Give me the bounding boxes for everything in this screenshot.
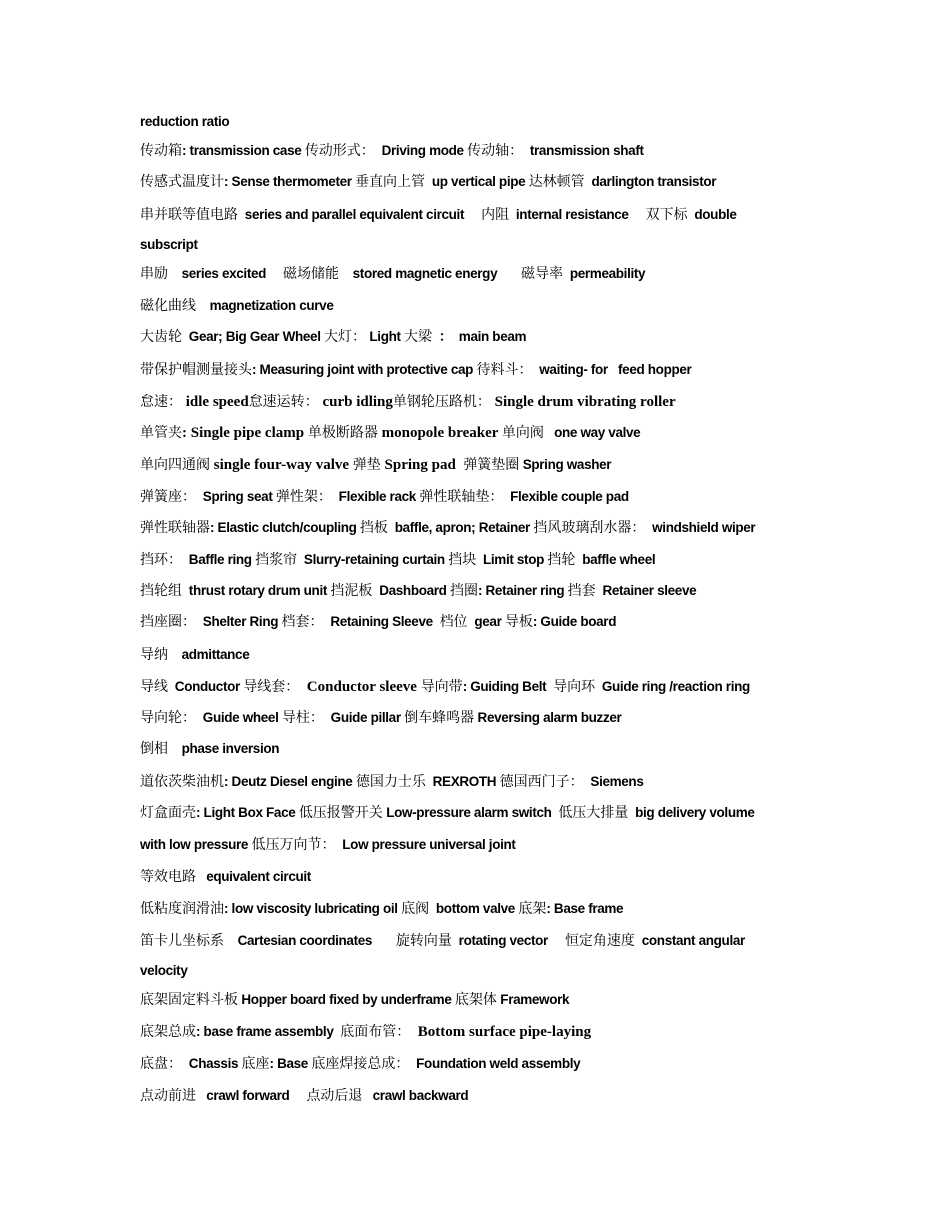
glossary-line [140,867,311,888]
english-term: Light [366,329,405,344]
chinese-term: 磁导率 [521,266,564,282]
glossary-line [140,739,279,760]
english-term: : Single pipe clamp [182,425,308,441]
chinese-term: 大灯： [324,329,366,345]
chinese-term: 磁化曲线 [140,298,196,314]
chinese-term: 德国力士乐 [355,774,426,790]
chinese-term: 底座焊接总成： [311,1056,410,1072]
glossary-line [140,296,333,317]
chinese-term: 串并联等值电路 [140,207,238,223]
english-term: Retaining Sleeve [323,614,440,629]
english-term: : base frame assembly [196,1024,341,1039]
english-term: Single drum vibrating roller [490,394,676,410]
glossary-line [140,612,616,633]
english-term: Baffle ring [182,552,256,567]
english-term: subscript [140,237,198,252]
glossary-line [140,1054,580,1075]
english-term: crawl forward [196,1088,307,1103]
chinese-term: 单钢轮压路机： [392,394,491,410]
chinese-term: 导线 [140,679,168,695]
english-term: permeability [563,266,646,281]
english-term: Siemens [583,774,644,789]
chinese-term: 单向四通阀 [140,457,210,473]
english-term: Low pressure universal joint [335,837,516,852]
chinese-term: 挡圈 [449,583,478,599]
english-term: one way valve [543,425,641,440]
english-term: curb idling [318,394,393,410]
english-term: Shelter Ring [196,614,282,629]
chinese-term: 内阻 [481,207,510,223]
chinese-term: 倒车蜂鸣器 [404,710,475,726]
chinese-term: 传动形式： [304,143,375,159]
chinese-term: 导向环 [553,679,596,695]
chinese-term: 串励 [140,266,168,282]
english-term: : transmission case [182,143,305,158]
glossary-line [140,550,655,571]
english-term: Conductor sleeve [299,679,421,695]
english-term: crawl backward [362,1088,469,1103]
chinese-term: 恒定角速度 [564,933,635,949]
glossary-line [140,961,187,982]
chinese-term: 达林顿管 [528,174,585,190]
chinese-term: 挡座圈： [140,614,196,630]
glossary-line [140,677,750,698]
english-term: constant angular [634,933,745,948]
chinese-term: 怠速运转： [248,394,319,410]
english-term: : Retainer ring [477,583,568,598]
glossary-line [140,1086,468,1107]
english-term: equivalent circuit [196,869,311,884]
english-term: Flexible couple pad [503,489,629,504]
english-term: idle speed [182,394,249,410]
english-term: : Elastic clutch/coupling [210,520,360,535]
chinese-term: 底阀 [401,901,430,917]
english-term: waiting- for feed hopper [532,362,692,377]
english-term: double [687,207,737,222]
glossary-line [140,708,621,729]
english-term: with low pressure [140,837,252,852]
chinese-term: 弹簧垫圈 [463,457,520,473]
chinese-term: 底架体 [454,992,497,1008]
english-term: big delivery volume [628,805,755,820]
english-term: gear [467,614,505,629]
chinese-term: 双下标 [645,207,688,223]
glossary-line [140,455,611,476]
chinese-term: 点动后退 [306,1088,363,1104]
glossary-line [140,645,249,666]
chinese-term: 导线套： [243,679,300,695]
chinese-term: 灯盒面壳 [140,805,196,821]
english-term: Chassis [182,1056,242,1071]
english-term: internal resistance [509,207,646,222]
english-term: monopole breaker [377,425,502,441]
chinese-term: 导板 [504,614,533,630]
chinese-term: 挡浆帘 [255,552,298,568]
english-term: Reversing alarm buzzer [474,710,622,725]
english-term: Conductor [168,679,244,694]
chinese-term: 德国西门子： [499,774,584,790]
english-term: : Base [269,1056,312,1071]
chinese-term: 底座 [241,1056,270,1072]
english-term: : Light Box Face [196,805,299,820]
chinese-term: 底盘： [140,1056,182,1072]
english-term: ： main beam [432,329,527,344]
glossary-line [140,487,629,508]
english-term: Driving mode [374,143,468,158]
glossary-line [140,772,644,793]
english-term: : Sense thermometer [224,174,356,189]
english-term: darlington transistor [584,174,717,189]
english-term: REXROTH [425,774,500,789]
english-term: Guide wheel [196,710,282,725]
glossary-line [140,423,640,444]
english-term: velocity [140,963,188,978]
glossary-line [140,327,526,348]
chinese-term: 磁场储能 [283,266,340,282]
english-term: : Deutz Diesel engine [224,774,356,789]
glossary-line [140,264,645,285]
english-term: : Base frame [546,901,624,916]
english-term: Flexible rack [331,489,420,504]
glossary-line [140,835,516,856]
chinese-term: 弹性架： [275,489,332,505]
english-term: : Guiding Belt [462,679,554,694]
english-term: Cartesian coordinates [224,933,396,948]
glossary-line [140,235,198,256]
chinese-term: 大齿轮 [140,329,182,345]
glossary-line [140,392,676,413]
english-term: Gear; Big Gear Wheel [182,329,324,344]
chinese-term: 传感式温度计 [140,174,224,190]
english-term: Hopper board fixed by underframe [238,992,455,1007]
english-term: Dashboard [372,583,450,598]
chinese-term: 挡泥板 [330,583,373,599]
chinese-term: 低压报警开关 [298,805,383,821]
chinese-term: 传动箱 [140,143,182,159]
glossary-line [140,931,745,952]
chinese-term: 挡板 [359,520,388,536]
chinese-term: 弹性联轴垫： [419,489,504,505]
english-term: : low viscosity lubricating oil [224,901,402,916]
english-term: bottom valve [429,901,519,916]
english-term: Bottom surface pipe-laying [410,1024,592,1040]
glossary-line [140,112,229,133]
english-term: Foundation weld assembly [409,1056,581,1071]
english-term: : Measuring joint with protective cap [252,362,477,377]
english-term: Guide ring /reaction ring [595,679,750,694]
english-term: baffle, apron; Retainer [387,520,534,535]
chinese-term: 导纳 [140,647,168,663]
english-term: Spring pad [380,457,464,473]
english-term: rotating vector [451,933,565,948]
english-term: up vertical pipe [425,174,529,189]
glossary-line [140,899,623,920]
glossary-line [140,803,755,824]
chinese-term: 旋转向量 [395,933,452,949]
english-term: Low-pressure alarm switch [382,805,559,820]
chinese-term: 弹垫 [352,457,381,473]
chinese-term: 导柱： [281,710,324,726]
chinese-term: 挡轮组 [140,583,182,599]
chinese-term: 传动轴： [467,143,524,159]
english-term: Guide pillar [323,710,405,725]
english-term: series excited [168,266,284,281]
english-term: transmission shaft [523,143,644,158]
english-term: Spring washer [519,457,612,472]
english-term: phase inversion [168,741,280,756]
chinese-term: 挡风玻璃刮水器： [533,520,646,536]
chinese-term: 低压大排量 [558,805,629,821]
chinese-term: 底架总成 [140,1024,196,1040]
chinese-term: 挡块 [448,552,477,568]
english-term: admittance [168,647,250,662]
english-term: stored magnetic energy [339,266,522,281]
glossary-line [140,205,737,226]
english-term: thrust rotary drum unit [182,583,331,598]
english-term: windshield wiper [645,520,756,535]
english-term: Spring seat [196,489,276,504]
english-term: magnetization curve [196,298,334,313]
english-term: single four-way valve [210,457,353,473]
glossary-line [140,990,569,1011]
chinese-term: 底架 [518,901,547,917]
english-term: Limit stop [476,552,548,567]
chinese-term: 低压万向节： [251,837,336,853]
chinese-term: 挡轮 [547,552,576,568]
english-term: reduction ratio [140,114,230,129]
chinese-term: 怠速： [140,394,182,410]
chinese-term: 档套： [281,614,324,630]
chinese-term: 单管夹 [140,425,182,441]
chinese-term: 单极断路器 [307,425,378,441]
chinese-term: 垂直向上管 [355,174,426,190]
glossary-line [140,172,716,193]
glossary-line [140,360,691,381]
chinese-term: 挡套 [567,583,596,599]
chinese-term: 底架固定料斗板 [140,992,238,1008]
chinese-term: 笛卡儿坐标系 [140,933,224,949]
chinese-term: 弹性联轴器 [140,520,210,536]
chinese-term: 导向轮： [140,710,196,726]
chinese-term: 大梁 [404,329,433,345]
chinese-term: 待料斗： [476,362,533,378]
glossary-line [140,581,696,602]
chinese-term: 倒相 [140,741,168,757]
glossary-line [140,141,644,162]
glossary-line [140,1022,591,1043]
chinese-term: 档位 [439,614,468,630]
chinese-term: 道依茨柴油机 [140,774,224,790]
chinese-term: 带保护帽测量接头 [140,362,252,378]
chinese-term: 点动前进 [140,1088,196,1104]
chinese-term: 弹簧座： [140,489,196,505]
english-term: Slurry-retaining curtain [297,552,449,567]
english-term: Retainer sleeve [595,583,697,598]
chinese-term: 导向带 [420,679,463,695]
english-term: Framework [496,992,570,1007]
chinese-term: 单向阀 [501,425,544,441]
glossary-line [140,518,755,539]
chinese-term: 等效电路 [140,869,196,885]
english-term: : Guide board [532,614,617,629]
english-term: series and parallel equivalent circuit [238,207,482,222]
chinese-term: 低粘度润滑油 [140,901,224,917]
chinese-term: 底面布管： [340,1024,411,1040]
english-term: baffle wheel [575,552,656,567]
chinese-term: 挡环： [140,552,182,568]
